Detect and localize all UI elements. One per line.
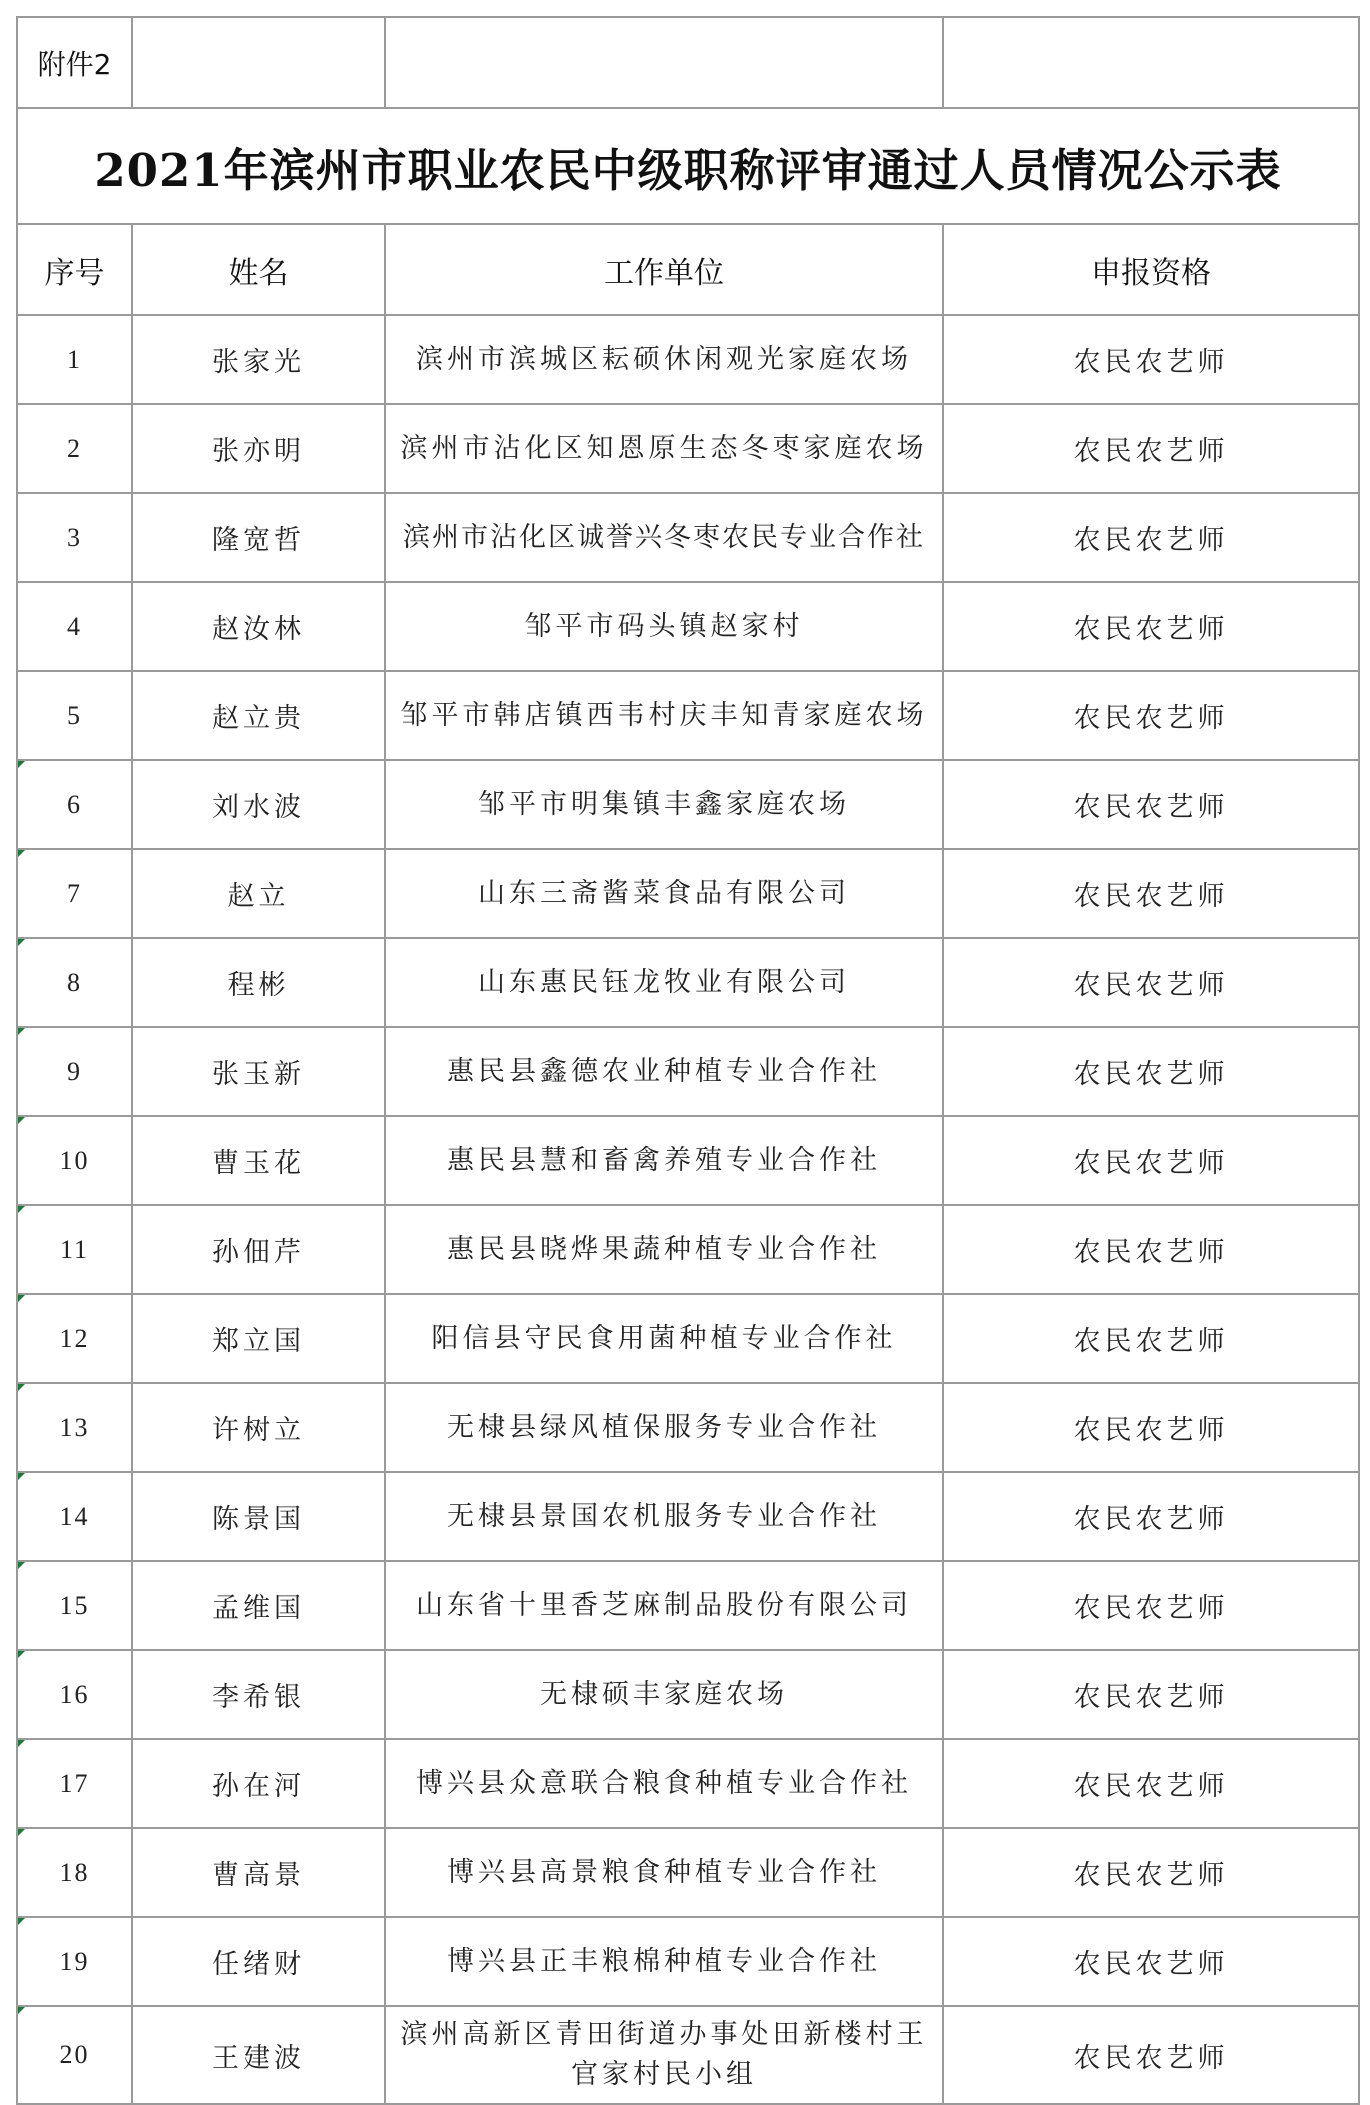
publicity-table [16, 16, 1360, 2105]
work-unit: 惠民县慧和畜禽养殖专业合作社 [385, 1116, 943, 1205]
row-number: 4 [17, 582, 132, 671]
work-unit: 惠民县鑫德农业种植专业合作社 [385, 1027, 943, 1116]
person-name: 赵汝林 [132, 582, 385, 671]
person-name: 王建波 [132, 2006, 385, 2104]
column-header-row [17, 224, 1359, 315]
qualification: 农民农艺师 [943, 1116, 1359, 1205]
table-row [17, 493, 1359, 582]
work-unit: 惠民县晓烨果蔬种植专业合作社 [385, 1205, 943, 1294]
row-number: 9 [17, 1027, 132, 1116]
row-number: 20 [17, 2006, 132, 2104]
table-row [17, 1739, 1359, 1828]
row-number: 5 [17, 671, 132, 760]
qualification: 农民农艺师 [943, 1561, 1359, 1650]
person-name: 许树立 [132, 1383, 385, 1472]
table-row [17, 1828, 1359, 1917]
person-name: 任绪财 [132, 1917, 385, 2006]
person-name: 赵立贵 [132, 671, 385, 760]
table-row [17, 1650, 1359, 1739]
table-row [17, 671, 1359, 760]
row-number: 16 [17, 1650, 132, 1739]
row-number: 12 [17, 1294, 132, 1383]
title-row [17, 108, 1359, 224]
person-name: 隆宽哲 [132, 493, 385, 582]
row-number: 11 [17, 1205, 132, 1294]
row-number: 13 [17, 1383, 132, 1472]
column-header-index: 序号 [17, 224, 132, 315]
column-header-unit: 工作单位 [385, 224, 943, 315]
qualification: 农民农艺师 [943, 1917, 1359, 2006]
row-number: 8 [17, 938, 132, 1027]
work-unit: 无棣县绿风植保服务专业合作社 [385, 1383, 943, 1472]
row-number: 14 [17, 1472, 132, 1561]
row-number: 18 [17, 1828, 132, 1917]
table-row [17, 1205, 1359, 1294]
qualification: 农民农艺师 [943, 315, 1359, 404]
table-row [17, 760, 1359, 849]
person-name: 孟维国 [132, 1561, 385, 1650]
work-unit: 滨州市滨城区耘硕休闲观光家庭农场 [385, 315, 943, 404]
table-row [17, 2006, 1359, 2104]
empty-cell [943, 17, 1359, 108]
qualification: 农民农艺师 [943, 849, 1359, 938]
work-unit: 无棣硕丰家庭农场 [385, 1650, 943, 1739]
table-row [17, 1116, 1359, 1205]
work-unit: 博兴县高景粮食种植专业合作社 [385, 1828, 943, 1917]
work-unit: 山东省十里香芝麻制品股份有限公司 [385, 1561, 943, 1650]
attachment-label: 附件2 [17, 17, 132, 108]
table-row [17, 404, 1359, 493]
table-row [17, 582, 1359, 671]
person-name: 李希银 [132, 1650, 385, 1739]
qualification: 农民农艺师 [943, 493, 1359, 582]
empty-cell [132, 17, 385, 108]
person-name: 孙佃芹 [132, 1205, 385, 1294]
page-title: 2021年滨州市职业农民中级职称评审通过人员情况公示表 [17, 108, 1359, 224]
row-number: 15 [17, 1561, 132, 1650]
qualification: 农民农艺师 [943, 1739, 1359, 1828]
work-unit: 滨州高新区青田街道办事处田新楼村王官家村民小组 [385, 2006, 943, 2104]
work-unit: 阳信县守民食用菌种植专业合作社 [385, 1294, 943, 1383]
qualification: 农民农艺师 [943, 1383, 1359, 1472]
table-row [17, 1561, 1359, 1650]
empty-cell [385, 17, 943, 108]
row-number: 10 [17, 1116, 132, 1205]
table-row [17, 1294, 1359, 1383]
person-name: 曹玉花 [132, 1116, 385, 1205]
qualification: 农民农艺师 [943, 582, 1359, 671]
qualification: 农民农艺师 [943, 404, 1359, 493]
person-name: 程彬 [132, 938, 385, 1027]
work-unit: 滨州市沾化区诚誉兴冬枣农民专业合作社 [385, 493, 943, 582]
table-row [17, 1917, 1359, 2006]
person-name: 张亦明 [132, 404, 385, 493]
work-unit: 无棣县景国农机服务专业合作社 [385, 1472, 943, 1561]
person-name: 张玉新 [132, 1027, 385, 1116]
row-number: 7 [17, 849, 132, 938]
table-row [17, 938, 1359, 1027]
qualification: 农民农艺师 [943, 1294, 1359, 1383]
person-name: 曹高景 [132, 1828, 385, 1917]
row-number: 1 [17, 315, 132, 404]
table-row [17, 315, 1359, 404]
work-unit: 邹平市韩店镇西韦村庆丰知青家庭农场 [385, 671, 943, 760]
table-row [17, 1472, 1359, 1561]
row-number: 19 [17, 1917, 132, 2006]
person-name: 赵立 [132, 849, 385, 938]
qualification: 农民农艺师 [943, 671, 1359, 760]
work-unit: 邹平市明集镇丰鑫家庭农场 [385, 760, 943, 849]
work-unit: 博兴县众意联合粮食种植专业合作社 [385, 1739, 943, 1828]
qualification: 农民农艺师 [943, 1027, 1359, 1116]
work-unit: 滨州市沾化区知恩原生态冬枣家庭农场 [385, 404, 943, 493]
table-row [17, 1027, 1359, 1116]
person-name: 陈景国 [132, 1472, 385, 1561]
row-number: 17 [17, 1739, 132, 1828]
qualification: 农民农艺师 [943, 1472, 1359, 1561]
qualification: 农民农艺师 [943, 938, 1359, 1027]
qualification: 农民农艺师 [943, 2006, 1359, 2104]
attachment-row [17, 17, 1359, 108]
person-name: 刘水波 [132, 760, 385, 849]
column-header-qualification: 申报资格 [943, 224, 1359, 315]
work-unit: 山东三斋酱菜食品有限公司 [385, 849, 943, 938]
work-unit: 山东惠民钰龙牧业有限公司 [385, 938, 943, 1027]
table-row [17, 849, 1359, 938]
work-unit: 邹平市码头镇赵家村 [385, 582, 943, 671]
person-name: 张家光 [132, 315, 385, 404]
work-unit: 博兴县正丰粮棉种植专业合作社 [385, 1917, 943, 2006]
person-name: 孙在河 [132, 1739, 385, 1828]
row-number: 3 [17, 493, 132, 582]
qualification: 农民农艺师 [943, 1205, 1359, 1294]
row-number: 2 [17, 404, 132, 493]
qualification: 农民农艺师 [943, 1650, 1359, 1739]
table-row [17, 1383, 1359, 1472]
row-number: 6 [17, 760, 132, 849]
column-header-name: 姓名 [132, 224, 385, 315]
qualification: 农民农艺师 [943, 1828, 1359, 1917]
person-name: 郑立国 [132, 1294, 385, 1383]
qualification: 农民农艺师 [943, 760, 1359, 849]
